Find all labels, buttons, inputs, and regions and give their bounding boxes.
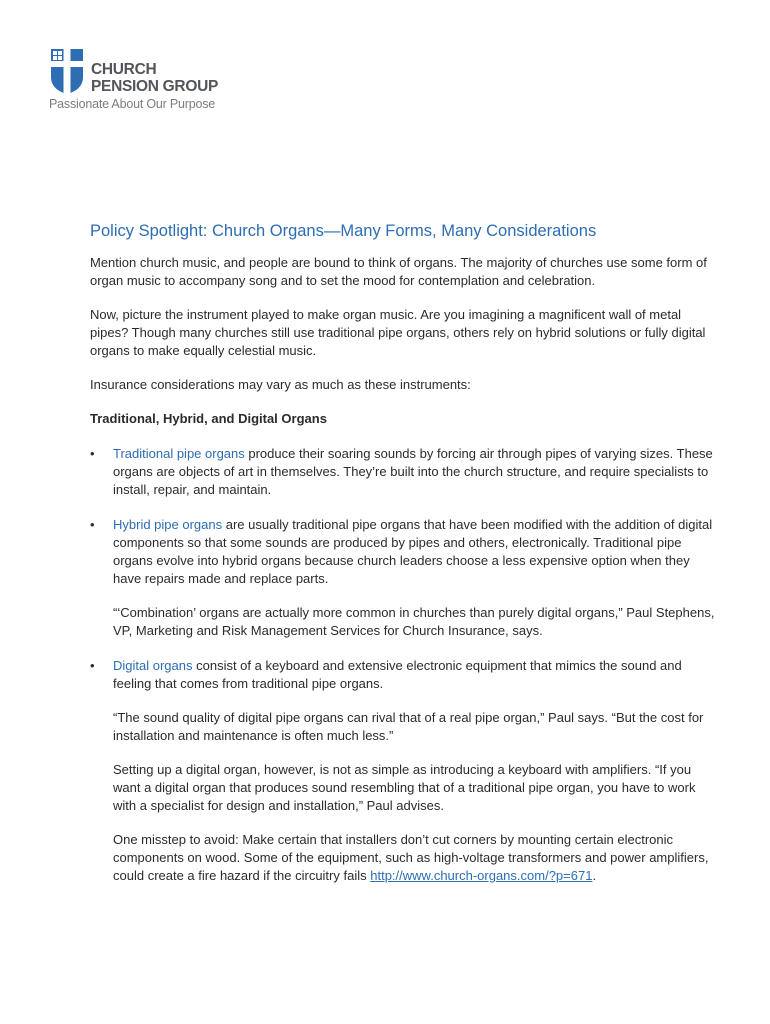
list-item-text [113,445,720,499]
bullet-icon: • [90,658,95,673]
section-subheading: Traditional, Hybrid, and Digital Organs [90,411,327,426]
term-hybrid-pipe-organs: Hybrid pipe organs [113,517,223,532]
article-title: Policy Spotlight: Church Organs—Many Forms, Many Considerations [90,222,597,240]
quote-paul-stephens: “‘Combination’ organs are actually more common in churches than purely digital organs,” Paul Stephens, VP, Marketing and Risk Management Services for Church Insurance, says. [113,605,715,638]
quote-sound-quality: “The sound quality of digital pipe organs can rival that of a real pipe organ,” Paul says. “But the cost for installation and maintenance is often much less.” [113,710,704,743]
logo-line-1: CHURCH [91,61,157,78]
description: are usually traditional pipe organs that have been modified with the addition of digital components so that some sounds are produced by pipes and others, electronically. Traditional pipe organs evolve into hybrid organs because church leaders choose a less expensive option when they have repairs made and replace parts. [113,517,713,586]
list-item-text [113,516,720,588]
bullet-icon: • [90,446,95,461]
organ-types-list [90,445,720,885]
tagline: Passionate About Our Purpose [49,97,216,111]
intro-paragraph-3: Insurance considerations may vary as much as these instruments: [90,377,471,392]
list-item-hybrid [90,516,720,640]
closing-text: One misstep to avoid: Make certain that installers don’t cut corners by mounting certain electronic components on wood. Some of the equipment, such as high-voltage transformers and power amplifiers, could create a fire hazard if the circuitry fails [113,832,709,883]
description: consist of a keyboard and extensive electronic equipment that mimics the sound and feeling that comes from traditional pipe organs. [113,658,682,691]
description: produce their soaring sounds by forcing air through pipes of varying sizes. These organs are objects of art in themselves. They’re built into the church structure, and require specialists to install, repair, and maintain. [113,446,713,497]
term-traditional-pipe-organs: Traditional pipe organs [113,446,245,461]
term-digital-organs: Digital organs [113,658,193,673]
logo-wordmark [91,61,218,95]
church-organs-link[interactable]: http://www.church-organs.com/?p=671 [370,868,593,883]
list-item-digital [90,657,720,885]
closing-period: . [592,868,597,883]
logo [49,47,218,95]
shield-cross-logo-icon [49,47,85,95]
closing-paragraph [113,831,720,885]
list-item-text [113,657,720,693]
bullet-icon: • [90,517,95,532]
logo-line-2: PENSION GROUP [91,78,219,95]
intro-paragraph-2: Now, picture the instrument played to make organ music. Are you imagining a magnificent wall of metal pipes? Though many churches still use traditional pipe organs, others rely on hybrid solutions or fully digital organs to make equally celestial music. [90,307,706,358]
article [90,220,720,885]
intro-paragraph-1: Mention church music, and people are bound to think of organs. The majority of churches use some form of organ music to accompany song and to set the mood for contemplation and celebration. [90,255,707,288]
list-item-traditional [90,445,720,499]
quote-setting-up: Setting up a digital organ, however, is not as simple as introducing a keyboard with amplifiers. “If you want a digital organ that produces sound resembling that of a traditional pipe organ, you have to work with a specialist for design and installation,” Paul advises. [113,762,696,813]
